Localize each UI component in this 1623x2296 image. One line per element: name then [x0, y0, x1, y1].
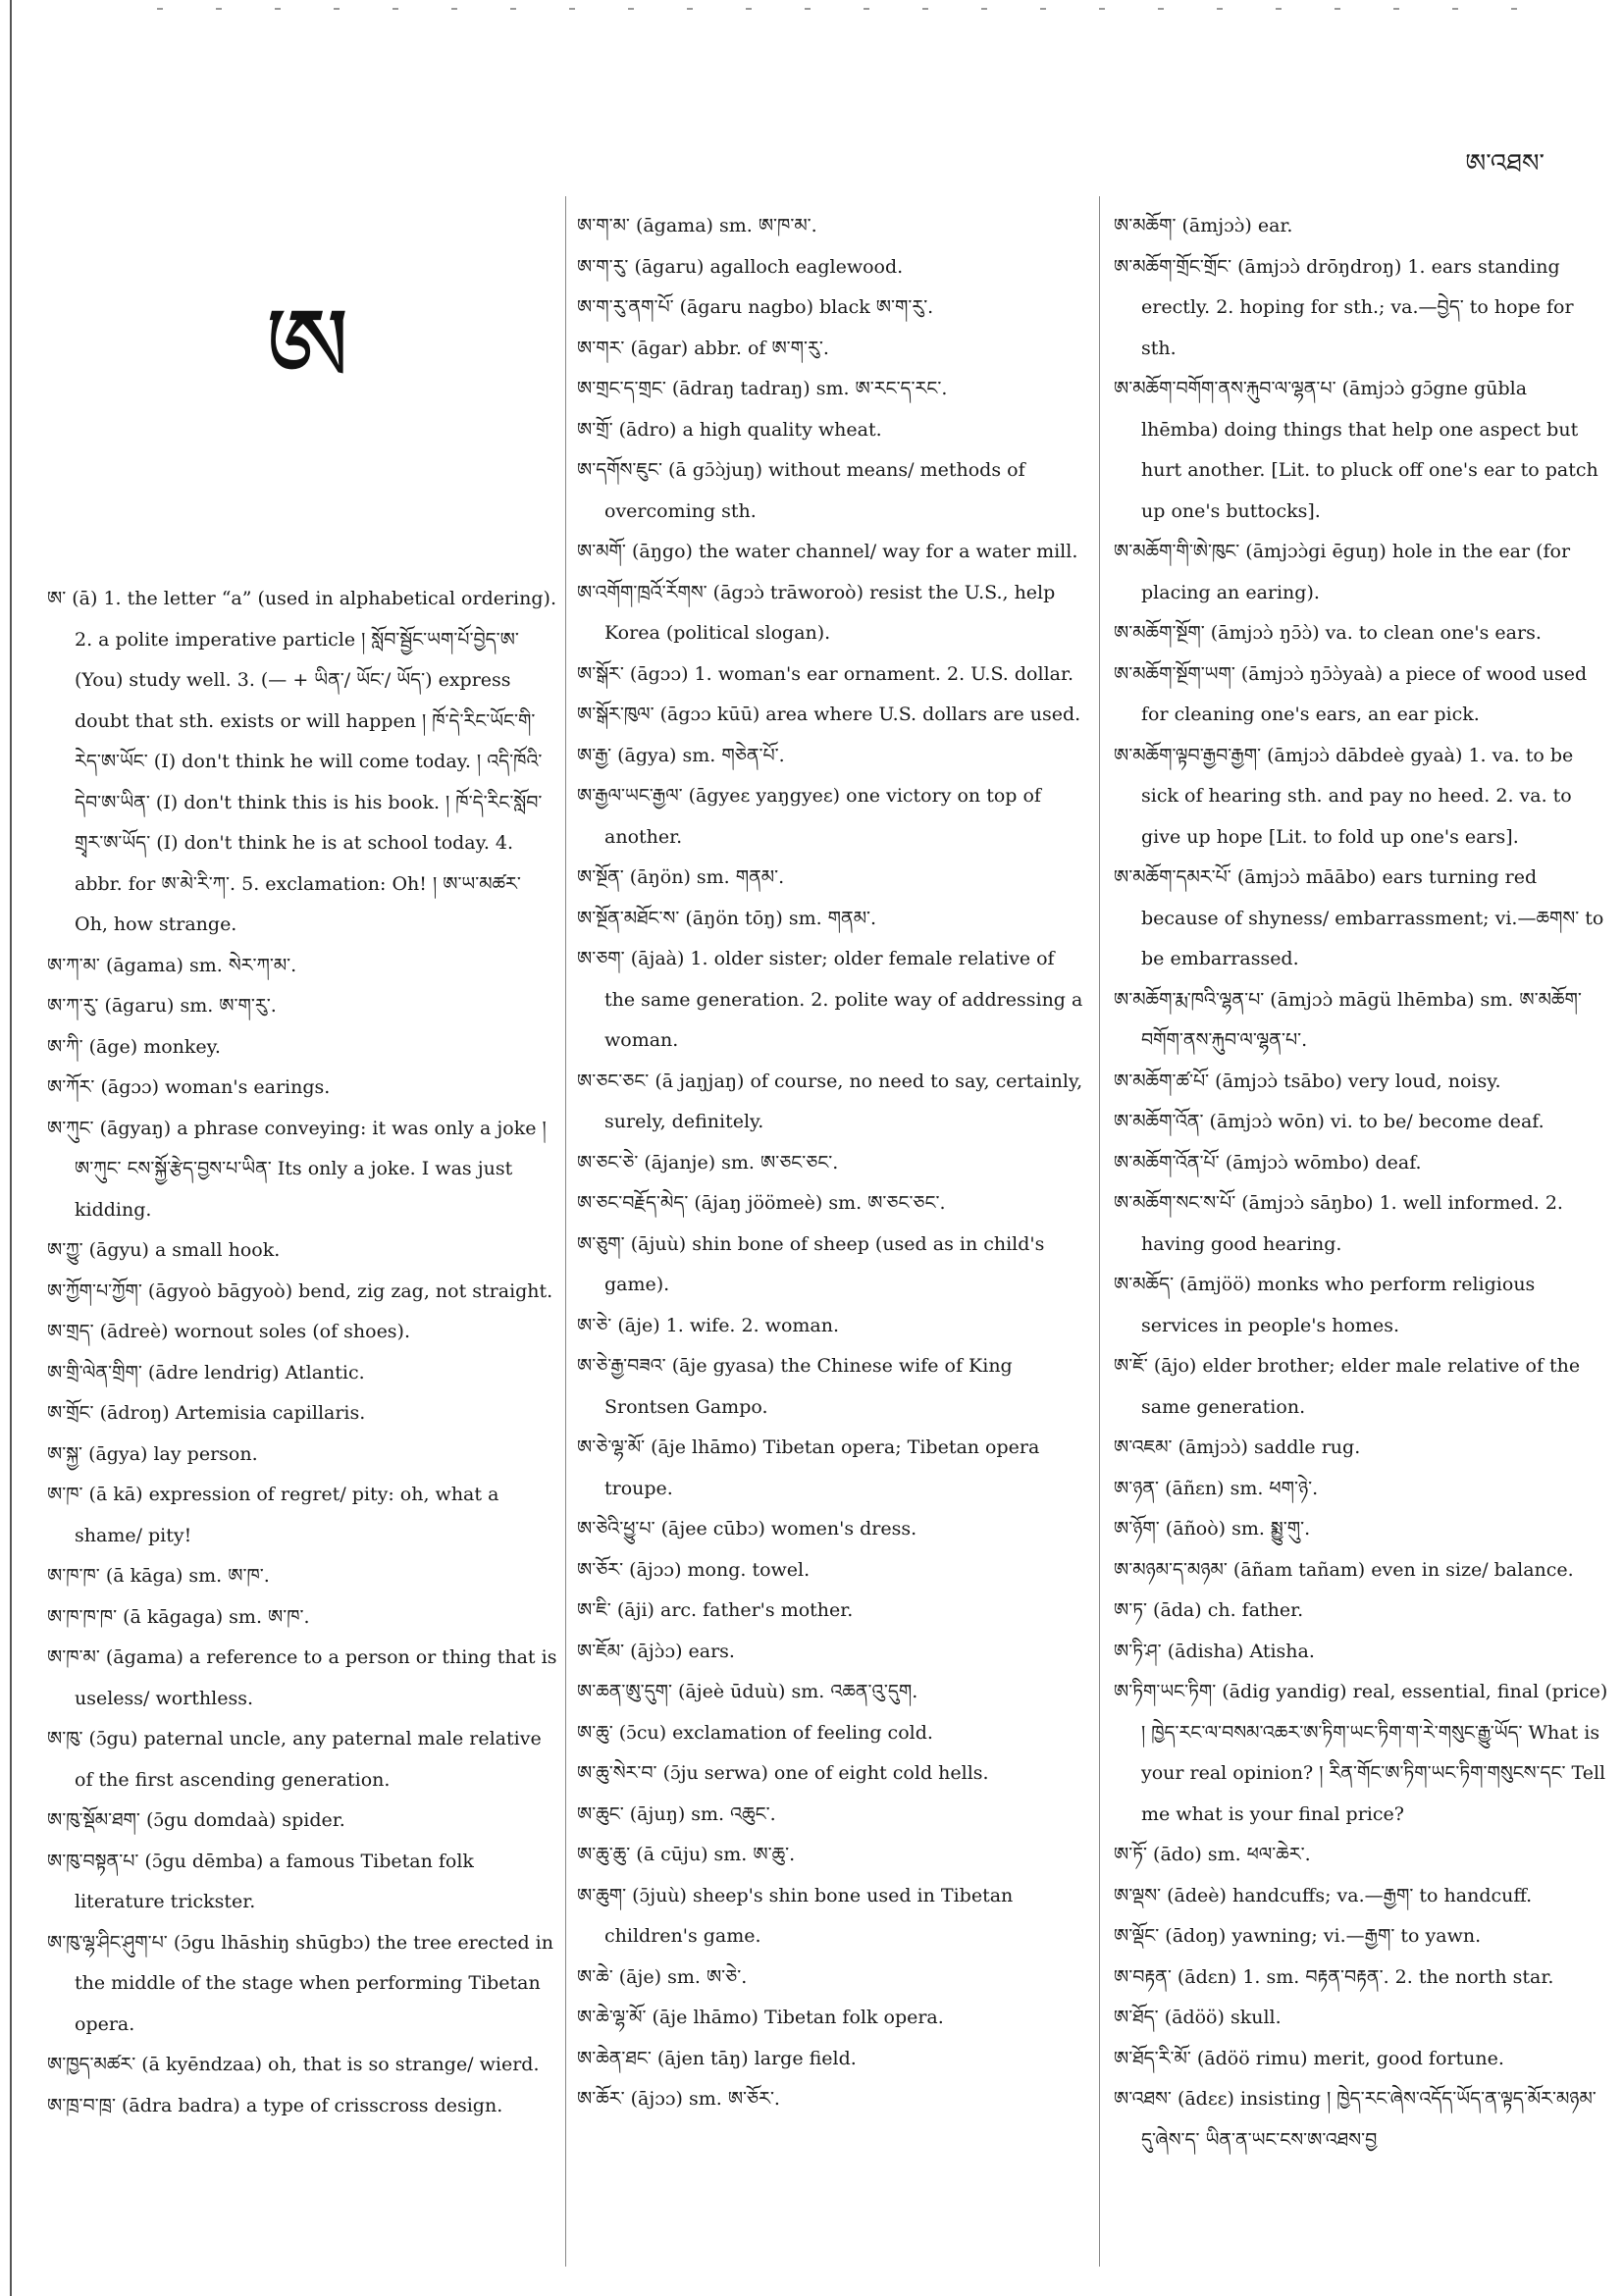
dictionary-entry: ཨ་མཆོག་སྔོག་ཡག་ (āmjɔɔ̀ ŋɔ̄ɔ̀yaà) a piece of wood used for cleaning one's ears, an ear pick. [1114, 662, 1588, 725]
dictionary-entry: ཨ་ཆོར་ (ājɔɔ) sm. ཨ་ཅོར་. [577, 2088, 780, 2110]
dictionary-entry: ཨ་ཀི་ (āge) monkey. [47, 1035, 221, 1058]
dictionary-entry: ཨ་ཅོར་ (ājɔɔ) mong. towel. [577, 1558, 811, 1581]
dictionary-entry: ཨ་ཏོ་ (ādo) sm. ཕལ་ཆེར་. [1114, 1844, 1311, 1865]
dictionary-entry: ཨ་ཅེ་ (āje) 1. wife. 2. woman. [577, 1314, 840, 1336]
dictionary-entry: ཨ་ཅང་ཅེ་ (ājanje) sm. ཨ་ཅང་ཅང་. [577, 1151, 839, 1174]
dictionary-entry: ཨ་ཁ་ཁ་ཁ་ (ā kāgaga) sm. ཨ་ཁ་. [47, 1605, 310, 1628]
dictionary-entry: ཨ་གྲི་ལེན་གྲིག་ (ādre lendrig) Atlantic. [47, 1361, 365, 1383]
dictionary-entry: ཨ་མཆོག་དམར་པོ་ (āmjɔɔ̀ māābo) ears turning red because of shyness/ embarrassment; vi.—ཆགས་ to be embarrassed. [1114, 866, 1604, 969]
dictionary-entry: ཨ་ཀུང་ (āgyaŋ) a phrase conveying: it was only a joke ། ཨ་ཀུང་ ངས་སྐྱོ་རྩེད་བྱས་པ་ཡིན་ Its only a joke. I was just kidding. [47, 1117, 547, 1221]
dictionary-entry: ཨ་མཆོག་འོན་ (āmjɔɔ̀ wōn) vi. to be/ become deaf. [1114, 1111, 1544, 1132]
dictionary-entry: ཨ་ཐོད་རི་མོ་ (ādöö rimu) merit, good fortune. [1114, 2047, 1504, 2069]
dictionary-entry: ཨ་ཀོར་ (āgɔɔ) woman's earings. [47, 1076, 331, 1098]
dictionary-entry: ཨ་ཉན་ (āñɛn) sm. ཕག་ཉེ་. [1114, 1477, 1319, 1499]
dictionary-entry: ཨ་འཇམ་ (āmjɔɔ̀) saddle rug. [1114, 1436, 1361, 1458]
dictionary-entry: ཨ་མཆོད་ (āmjöö) monks who perform religious services in people's homes. [1114, 1274, 1536, 1336]
column-divider-1 [565, 196, 566, 2267]
dictionary-entry: ཨ་ (ā) 1. the letter “a” (used in alphabetical ordering). 2. a polite imperative particle ། སློབ་སྦྱོང་ཡག་པོ་བྱེད་ཨ་ (You) study well. 3. (— + ཡིན་/ ཡོང་/ ཡོད་) express doubt that sth. exists or will happen ། ཁོ་དེ་རིང་ཡོང་གི་རེད་ཨ་ཡོང་ (I) don't think he will come today. ། འདི་ཁོའི་དེབ་ཨ་ཡིན་ (I) don't think this is his book. ། ཁོ་དེ་རིང་སློབ་གྲྭར་ཨ་ཡོད་ (I) don't think he is at school today. 4. abbr. for ཨ་མེ་རི་ཀ་. 5. exclamation: Oh! ། ཨ་ཡ་མཚར་ Oh, how strange. [47, 588, 556, 935]
dictionary-entry: ཨ་མཆོག་སྔོག་ (āmjɔɔ̀ ŋɔ̄ɔ̀) va. to clean one's ears. [1114, 622, 1542, 644]
section-letter: ཨ [265, 286, 350, 408]
dictionary-entry: ཨ་སྐྱ་ (āgya) lay person. [47, 1442, 258, 1465]
dictionary-entry: ཨ་སྒོར་ (āgɔɔ) 1. woman's ear ornament. 2. U.S. dollar. [577, 662, 1074, 685]
dictionary-entry: ཨ་ཀྱོག་པ་ཀྱོག་ (āgyoò bāgyoò) bend, zig zag, not straight. [47, 1279, 553, 1302]
dictionary-entry: ཨ་གྲང་ད་གྲང་ (ādraŋ tadraŋ) sm. ཨ་རང་ད་རང་. [577, 378, 948, 399]
column-divider-2 [1099, 196, 1100, 2267]
dictionary-entry: ཨ་སྔོན་ (āŋön) sm. གནམ་. [577, 866, 785, 888]
dictionary-entry: ཨ་ཐོད་ (ādöö) skull. [1114, 2007, 1282, 2028]
dictionary-entry: ཨ་ལྡོང་ (ādoŋ) yawning; vi.—རྒྱག་ to yawn. [1114, 1925, 1482, 1947]
dictionary-entry: ཨ་མཆོག་འོན་པོ་ (āmjɔɔ̀ wōmbo) deaf. [1114, 1151, 1422, 1174]
dictionary-entry: ཨ་མཆོག་བགོག་ནས་རྐུབ་ལ་ལྷན་པ་ (āmjɔɔ̀ gɔ̄gne gūbla lhēmba) doing things that help one aspect but hurt another. [Lit. to pluck off one's ear to patch up one's buttocks]. [1114, 378, 1598, 522]
dictionary-entry: ཨ་ཅེའི་ཕྱུ་པ་ (ājee cūbɔ) women's dress. [577, 1518, 917, 1539]
dictionary-entry: ཨ་མཆོག་སང་ས་པོ་ (āmjɔɔ̀ sāŋbo) 1. well informed. 2. having good hearing. [1114, 1192, 1563, 1255]
dictionary-entry: ཨ་གྲོ་ (ādro) a high quality wheat. [577, 418, 882, 441]
column-1 [47, 579, 557, 2126]
dictionary-entry: ཨ་ཏི་ཤ་ (ādisha) Atisha. [1114, 1640, 1315, 1662]
dictionary-entry: ཨ་མཆོག་ལྟབ་རྒྱབ་རྒྱག་ (āmjɔɔ̀ dābdeè gyaà) 1. va. to be sick of hearing sth. and pay no heed. 2. va. to give up hope [Lit. to fold up one's ears]. [1114, 744, 1574, 848]
dictionary-entry: ཨ་མཆོག་གྲོང་གྲོང་ (āmjɔɔ̀ drōŋdroŋ) 1. ears standing erectly. 2. hoping for sth.; va.—བྱེད་ to hope for sth. [1114, 255, 1574, 359]
dictionary-entry: ཨ་ལྡས་ (ādeè) handcuffs; va.—རྒྱག་ to handcuff. [1114, 1884, 1533, 1906]
dictionary-entry: ཨ་ཅུག་ (ājuù) shin bone of sheep (used as in child's game). [577, 1232, 1045, 1295]
dictionary-entry: ཨ་འཐས་ (ādɛɛ) insisting ། ཁྱེད་རང་ཞེས་འདོད་ཡོད་ན་ལྟད་མོར་མཉམ་དུ་ཞེས་ད་ ཡིན་ན་ཡང་ངས་ཨ་འཐས་བྱ [1114, 2088, 1597, 2151]
dictionary-entry: ཨ་ཆེ་ (āje) sm. ཨ་ཅེ་. [577, 1965, 748, 1988]
dictionary-entry: ཨ་ཆན་ཨུ་དུག་ (ājeè ūduù) sm. འཆན་འུ་དུག. [577, 1681, 918, 1702]
dictionary-entry: ཨ་དགོས་ཇུང་ (ā gɔ̄ɔ̀juŋ) without means/ methods of overcoming sth. [577, 459, 1025, 522]
dictionary-entry: ཨ་ཆུ་ཆུ་ (ā cūju) sm. ཨ་ཆུ་. [577, 1844, 796, 1865]
dictionary-entry: ཨ་ཆེ་ལྷ་མོ་ (āje lhāmo) Tibetan folk opera. [577, 2007, 944, 2028]
dictionary-entry: ཨ་ཏ་ (āda) ch. father. [1114, 1599, 1304, 1621]
dictionary-entry: ཨ་ཅག་ (ājaà) 1. older sister; older female relative of the same generation. 2. polite way of addressing a woman. [577, 948, 1083, 1051]
column-2 [577, 206, 1087, 2120]
dictionary-entry: ཨ་བརྟན་ (ādɛn) 1. sm. བརྟན་བརྟན་. 2. the north star. [1114, 1965, 1554, 1988]
dictionary-entry: ཨ་ཁུ་ (ɔ̄gu) paternal uncle, any paternal male relative of the first ascending generation. [47, 1728, 542, 1791]
dictionary-entry: ཨ་ཇོམ་ (ājɔ̀ɔ) ears. [577, 1640, 735, 1662]
dictionary-entry: ཨ་མཆོག་ཚ་པོ་ (āmjɔɔ̀ tsābo) very loud, noisy. [1114, 1070, 1501, 1092]
dictionary-entry: ཨ་ཅང་བརྗོད་མེད་ (ājaŋ jöömeè) sm. ཨ་ཅང་ཅང་. [577, 1192, 946, 1214]
dictionary-entry: ཨ་ཆུང་ (ājuŋ) sm. འཆུང་. [577, 1802, 776, 1825]
dictionary-entry: ཨ་མགོ་ (āŋgo) the water channel/ way for a water mill. [577, 541, 1078, 562]
dictionary-entry: ཨ་མཆོག་གི་ཨེ་ཁུང་ (āmjɔɔ̀gi ēguŋ) hole in the ear (for placing an earing). [1114, 541, 1571, 603]
dictionary-entry: ཨ་ཁུ་བསྟན་པ་ (ɔ̄gu dēmba) a famous Tibetan folk literature trickster. [47, 1850, 474, 1912]
dictionary-entry: ཨ་ཁུ་སྡོམ་ཐག་ (ɔ̄gu domdaà) spider. [47, 1809, 345, 1831]
dictionary-entry: ཨ་སྒོར་ཁུལ་ (āgɔɔ kūū) area where U.S. dollars are used. [577, 704, 1081, 725]
dictionary-entry: ཨ་ཁྲ་བ་ཁྲ་ (ādra badra) a type of crisscross design. [47, 2094, 503, 2116]
dictionary-entry: ཨ་ཅང་ཅང་ (ā jaŋjaŋ) of course, no need to say, certainly, surely, definitely. [577, 1070, 1083, 1132]
dictionary-entry: ཨ་ཆེན་ཐང་ (ājen tāŋ) large field. [577, 2047, 857, 2069]
dictionary-entry: ཨ་མཆོག་རྨ་ཁའི་ལྷན་པ་ (āmjɔɔ̀ māgü lhēmba) sm. ཨ་མཆོག་བགོག་ནས་རྐུབ་ལ་ལྷན་པ་. [1114, 988, 1582, 1051]
dictionary-entry: ཨ་ཆུག་ (ɔ̄juù) sheep's shin bone used in Tibetan children's game. [577, 1884, 1014, 1947]
column-3 [1114, 206, 1609, 2161]
dictionary-entry: ཨ་ཅེ་ལྷ་མོ་ (āje lhāmo) Tibetan opera; Tibetan opera troupe. [577, 1436, 1040, 1499]
dictionary-entry: ཨ་རྒྱལ་ཡང་རྒྱལ་ (āgyeɛ yaŋgyeɛ) one victory on top of another. [577, 785, 1041, 848]
dictionary-entry: ཨ་མཆོག་ (āmjɔɔ̀) ear. [1114, 215, 1293, 236]
dictionary-entry: ཨ་གྲོང་ (ādroŋ) Artemisia capillaris. [47, 1402, 366, 1424]
dictionary-entry: ཨ་ཀྱུ་ (āgyu) a small hook. [47, 1239, 281, 1261]
dictionary-entry: ཨ་མཉམ་ད་མཉམ་ (āñam tañam) even in size/ balance. [1114, 1558, 1574, 1581]
dictionary-entry: ཨ་ག་མ་ (āgama) sm. ཨ་ཁ་མ་. [577, 215, 817, 236]
dictionary-entry: ཨ་ཇོ་ (ājo) elder brother; elder male relative of the same generation. [1114, 1355, 1581, 1418]
dictionary-entry: ཨ་ཁ་ (ā kā) expression of regret/ pity: oh, what a shame/ pity! [47, 1484, 499, 1546]
dictionary-entry: ཨ་གར་ (āgar) abbr. of ཨ་ག་རུ་. [577, 337, 829, 359]
dictionary-entry: ཨ་ཅེ་རྒྱ་བཟའ་ (āje gyasa) the Chinese wife of King Srontsen Gampo. [577, 1355, 1013, 1418]
dictionary-entry: ཨ་ཁུ་ལྷ་ཤིང་ཤུག་པ་ (ɔ̄gu lhāshiŋ shūgbɔ) the tree erected in the middle of the stage when performing Tibetan opera. [47, 1931, 553, 2035]
dictionary-entry: ཨ་ཁ་ཁ་ (ā kāga) sm. ཨ་ཁ་. [47, 1565, 270, 1587]
dictionary-entry: ཨ་ཀ་རུ་ (āgaru) sm. ཨ་ག་རུ་. [47, 995, 277, 1017]
dictionary-entry: ཨ་འགོག་ཁྲའོ་རོགས་ (āgɔɔ̀ trāworoò) resist the U.S., help Korea (political slogan). [577, 581, 1056, 644]
dictionary-entry: ཨ་ཏིག་ཡང་ཏིག་ (ādig yandig) real, essential, final (price) ། ཁྱེད་རང་ལ་བསམ་འཆར་ཨ་ཏིག་ཡང་ཏིག་ག་རེ་གསུང་རྒྱུ་ཡོད་ What is your real opinion? ། རིན་གོང་ཨ་ཏིག་ཡང་ཏིག་གསུངས་དང་ Tell me what is your final price? [1114, 1681, 1608, 1825]
page-edge-rule [10, 0, 12, 2296]
dictionary-entry: ཨ་ག་རུ་ (āgaru) agalloch eaglewood. [577, 255, 904, 278]
dictionary-entry: ཨ་ག་རུ་ནག་པོ་ (āgaru nagbo) black ཨ་ག་རུ་. [577, 296, 934, 318]
dictionary-entry: ཨ་གྲད་ (ādreè) wornout soles (of shoes). [47, 1321, 411, 1342]
running-head: ཨ་འཐས་ [1465, 149, 1544, 179]
dictionary-entry: ཨ་ཀ་མ་ (āgama) sm. སེར་ཀ་མ་. [47, 954, 297, 976]
dictionary-entry: ཨ་ཉོག་ (āñoò) sm. སྨྱུ་གུ་. [1114, 1518, 1311, 1539]
top-scan-marks [157, 8, 1531, 10]
dictionary-entry: ཨ་ཆུ་སེར་བ་ (ɔ̄ju serwa) one of eight cold hells. [577, 1762, 989, 1784]
dictionary-entry: ཨ་ཁྱད་མཚར་ (ā kyēndzaa) oh, that is so strange/ wierd. [47, 2054, 540, 2075]
dictionary-entry: ཨ་སྔོན་མཐོང་ས་ (āŋön tōŋ) sm. གནམ་. [577, 907, 877, 929]
dictionary-entry: ཨ་ཇི་ (āji) arc. father's mother. [577, 1599, 854, 1621]
dictionary-entry: ཨ་ཆུ་ (ɔ̄cu) exclamation of feeling cold. [577, 1721, 933, 1744]
dictionary-entry: ཨ་རྒྱ་ (āgya) sm. གཅེན་པོ་. [577, 744, 785, 766]
dictionary-entry: ཨ་ཁ་མ་ (āgama) a reference to a person or thing that is useless/ worthless. [47, 1646, 557, 1709]
